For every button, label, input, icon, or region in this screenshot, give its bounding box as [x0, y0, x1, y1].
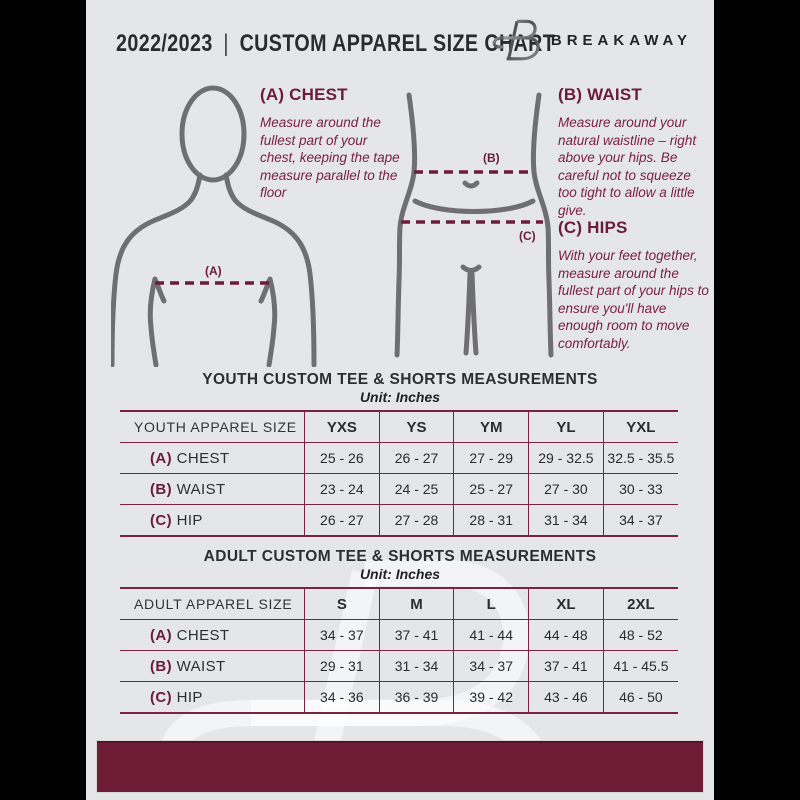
measurement-value-cell: 26 - 27: [379, 443, 454, 474]
measurement-value-cell: 44 - 48: [529, 620, 604, 651]
measurement-value-cell: 29 - 31: [305, 651, 380, 682]
measurement-label-cell: [120, 474, 305, 505]
measurement-value-cell: 43 - 46: [529, 682, 604, 714]
measurement-value-cell: 25 - 27: [454, 474, 529, 505]
measurement-diagram: [86, 75, 714, 370]
measurement-value-cell: 25 - 26: [305, 443, 380, 474]
header-row: [120, 411, 678, 443]
size-column-header: YXS: [305, 411, 380, 443]
measurement-value-cell: 37 - 41: [379, 620, 454, 651]
row-letter: (C): [150, 688, 173, 706]
size-column-header: M: [379, 588, 454, 620]
measurement-value-cell: 26 - 27: [305, 505, 380, 537]
size-chart-page: [86, 0, 714, 800]
waist-instruction: [558, 85, 706, 219]
measurement-value-cell: 36 - 39: [379, 682, 454, 714]
measurement-value-cell: 41 - 45.5: [603, 651, 678, 682]
row-label: CHEST: [172, 449, 230, 467]
measurement-row: [120, 651, 678, 682]
measurement-value-cell: 32.5 - 35.5: [603, 443, 678, 474]
measurement-row: [120, 443, 678, 474]
measurement-value-cell: 46 - 50: [603, 682, 678, 714]
youth-table-title: YOUTH CUSTOM TEE & SHORTS MEASUREMENTS: [202, 371, 598, 388]
measurement-value-cell: 28 - 31: [454, 505, 529, 537]
size-column-header: YL: [529, 411, 604, 443]
adult-size-table: [120, 587, 678, 714]
measurement-value-cell: 27 - 29: [454, 443, 529, 474]
row-label: WAIST: [172, 657, 226, 675]
title-separator: |: [223, 30, 229, 57]
measurement-value-cell: 41 - 44: [454, 620, 529, 651]
row-label: HIP: [172, 688, 203, 706]
size-column-header: YS: [379, 411, 454, 443]
measurement-label-cell: [120, 505, 305, 537]
size-column-header: YXL: [603, 411, 678, 443]
measurement-label-cell: [120, 620, 305, 651]
row-label: WAIST: [172, 480, 226, 498]
measurement-label-cell: [120, 443, 305, 474]
measurement-row: [120, 505, 678, 537]
measurement-row: [120, 620, 678, 651]
brand-name: BREAKAWAY: [550, 31, 692, 49]
measurement-value-cell: 23 - 24: [305, 474, 380, 505]
waist-line-label: (B): [483, 151, 500, 165]
row-letter: (A): [150, 626, 173, 644]
chest-line-label: (A): [205, 264, 222, 278]
measurement-value-cell: 24 - 25: [379, 474, 454, 505]
chest-instruction: [260, 85, 400, 202]
breakaway-b-logo-icon: [491, 17, 541, 63]
measurement-value-cell: 30 - 33: [603, 474, 678, 505]
size-column-header: 2XL: [603, 588, 678, 620]
measurement-label-cell: [120, 651, 305, 682]
hips-instruction: [558, 218, 710, 352]
size-column-header: S: [305, 588, 380, 620]
apparel-size-header: YOUTH APPAREL SIZE: [120, 411, 305, 443]
header-row: [120, 588, 678, 620]
measurement-value-cell: 29 - 32.5: [529, 443, 604, 474]
measurement-label-cell: [120, 682, 305, 714]
hips-heading: (C) HIPS: [558, 218, 628, 237]
measurement-value-cell: 48 - 52: [603, 620, 678, 651]
measurement-value-cell: 34 - 37: [603, 505, 678, 537]
row-letter: (B): [150, 480, 173, 498]
waist-body: Measure around your natural waistline – right above your hips. Be careful not to squeeze too tight to allow a little give.: [558, 115, 697, 218]
measurement-value-cell: 27 - 30: [529, 474, 604, 505]
hips-body: With your feet together, measure around the fullest part of your hips to ensure you'll have enough room to move comfortably.: [558, 248, 709, 351]
measurement-value-cell: 34 - 37: [305, 620, 380, 651]
measurement-value-cell: 31 - 34: [379, 651, 454, 682]
row-letter: (B): [150, 657, 173, 675]
measurement-value-cell: 31 - 34: [529, 505, 604, 537]
title-year: 2022/2023: [116, 30, 213, 57]
hips-line-label: (C): [519, 229, 536, 243]
row-label: CHEST: [172, 626, 230, 644]
measurement-value-cell: 34 - 36: [305, 682, 380, 714]
row-letter: (C): [150, 511, 173, 529]
measurement-row: [120, 682, 678, 714]
document-title: [116, 30, 555, 58]
brand-block: [491, 17, 692, 63]
measurement-row: [120, 474, 678, 505]
size-column-header: L: [454, 588, 529, 620]
measurement-value-cell: 27 - 28: [379, 505, 454, 537]
measurement-value-cell: 34 - 37: [454, 651, 529, 682]
measurement-value-cell: 37 - 41: [529, 651, 604, 682]
youth-size-table: [120, 410, 678, 537]
size-column-header: XL: [529, 588, 604, 620]
title-text: CUSTOM APPAREL SIZE CHART: [239, 30, 556, 57]
chest-body: Measure around the fullest part of your chest, keeping the tape measure parallel to the floor: [260, 115, 400, 201]
youth-table-unit: Unit: Inches: [359, 389, 441, 405]
row-letter: (A): [150, 449, 173, 467]
footer-accent-bar: [97, 741, 703, 792]
measurement-value-cell: 39 - 42: [454, 682, 529, 714]
apparel-size-header: ADULT APPAREL SIZE: [120, 588, 305, 620]
row-label: HIP: [172, 511, 203, 529]
size-column-header: YM: [454, 411, 529, 443]
waist-heading: (B) WAIST: [558, 85, 642, 104]
lower-body-figure: [391, 91, 557, 363]
chest-heading: (A) CHEST: [260, 85, 348, 104]
adult-table-unit: Unit: Inches: [359, 566, 441, 582]
adult-table-title: ADULT CUSTOM TEE & SHORTS MEASUREMENTS: [203, 548, 597, 565]
